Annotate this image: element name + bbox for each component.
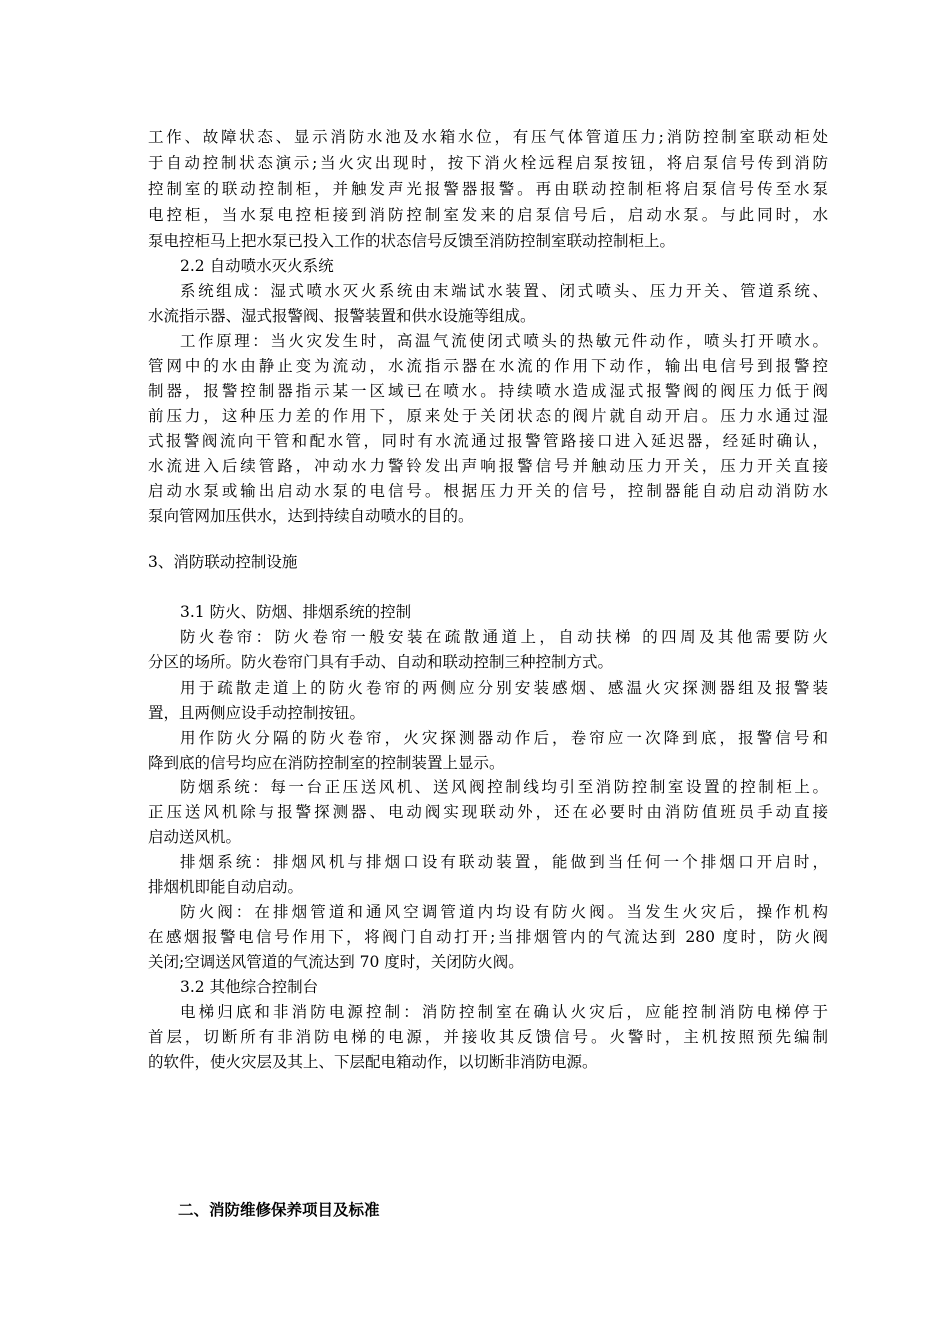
paragraph-line: 工作、故障状态、显示消防水池及水箱水位，有压气体管道压力;消防控制室联动柜处 — [148, 128, 828, 146]
paragraph-line: 关闭;空调送风管道的气流达到 70 度时，关闭防火阀。 — [148, 953, 524, 971]
paragraph-line: 电梯归底和非消防电源控制：消防控制室在确认火灾后，应能控制消防电梯停于 — [180, 1003, 828, 1021]
paragraph-line: 首层，切断所有非消防电梯的电源，并接收其反馈信号。火警时，主机按照预先编制 — [148, 1028, 828, 1046]
paragraph-line: 电控柜，当水泵电控柜接到消防控制室发来的启泵信号后，启动水泵。与此同时，水 — [148, 206, 828, 224]
paragraph-line: 水流指示器、湿式报警阀、报警装置和供水设施等组成。 — [148, 307, 536, 325]
paragraph-line: 正压送风机除与报警探测器、电动阀实现联动外，还在必要时由消防值班员手动直接 — [148, 803, 828, 821]
paragraph-line: 水流进入后续管路，冲动水力警铃发出声响报警信号并触动压力开关，压力开关直接 — [148, 457, 828, 475]
section-heading-3-1: 3.1 防火、防烟、排烟系统的控制 — [180, 603, 412, 621]
chapter-heading-two: 二、消防维修保养项目及标准 — [178, 1200, 380, 1219]
section-heading-2-2: 2.2 自动喷水灭火系统 — [180, 257, 334, 275]
paragraph-line: 控制室的联动控制柜，并触发声光报警器报警。再由联动控制柜将启泵信号传至水泵 — [148, 180, 828, 198]
paragraph-line: 置，且两侧应设手动控制按钮。 — [148, 704, 366, 722]
paragraph-line: 启动送风机。 — [148, 828, 242, 846]
paragraph-line: 排烟机即能自动启动。 — [148, 878, 304, 896]
paragraph-line: 制器，报警控制器指示某一区域已在喷水。持续喷水造成湿式报警阀的阀压力低于阀 — [148, 382, 828, 400]
paragraph-line: 前压力，这种压力差的作用下，原来处于关闭状态的阀片就自动开启。压力水通过湿 — [148, 407, 828, 425]
paragraph-line: 泵向管网加压供水，达到持续自动喷水的目的。 — [148, 507, 474, 525]
paragraph-line: 泵电控柜马上把水泵已投入工作的状态信号反馈至消防控制室联动控制柜上。 — [148, 232, 676, 250]
paragraph-line: 启动水泵或输出启动水泵的电信号。根据压力开关的信号，控制器能自动启动消防水 — [148, 482, 828, 500]
paragraph-line: 在感烟报警电信号作用下，将阀门自动打开;当排烟管内的气流达到 280 度时，防火阀 — [148, 928, 828, 946]
paragraph-line: 防烟系统：每一台正压送风机、送风阀控制线均引至消防控制室设置的控制柜上。 — [180, 778, 828, 796]
paragraph-line: 式报警阀流向干管和配水管，同时有水流通过报警管路接口进入延迟器，经延时确认， — [148, 432, 828, 450]
paragraph-line: 降到底的信号均应在消防控制室的控制装置上显示。 — [148, 754, 505, 772]
paragraph-line: 用作防火分隔的防火卷帘，火灾探测器动作后，卷帘应一次降到底，报警信号和 — [180, 729, 828, 747]
paragraph-line: 排烟系统：排烟风机与排烟口设有联动装置，能做到当任何一个排烟口开启时， — [180, 853, 828, 871]
paragraph-line: 的软件，使火灾层及其上、下层配电箱动作，以切断非消防电源。 — [148, 1053, 598, 1071]
section-heading-3-2: 3.2 其他综合控制台 — [180, 978, 319, 996]
paragraph-line: 于自动控制状态演示;当火灾出现时，按下消火栓远程启泵按钮，将启泵信号传到消防 — [148, 154, 828, 172]
paragraph-line: 工作原理：当火灾发生时，高温气流使闭式喷头的热敏元件动作，喷头打开喷水。 — [180, 332, 828, 350]
paragraph-line: 防火阀：在排烟管道和通风空调管道内均设有防火阀。当发生火灾后，操作机构 — [180, 903, 828, 921]
paragraph-line: 系统组成：湿式喷水灭火系统由末端试水装置、闭式喷头、压力开关、管道系统、 — [180, 282, 828, 300]
paragraph-line: 管网中的水由静止变为流动，水流指示器在水流的作用下动作，输出电信号到报警控 — [148, 357, 828, 375]
paragraph-line: 用于疏散走道上的防火卷帘的两侧应分别安装感烟、感温火灾探测器组及报警装 — [180, 679, 828, 697]
paragraph-line: 分区的场所。防火卷帘门具有手动、自动和联动控制三种控制方式。 — [148, 653, 614, 671]
section-heading-3: 3、消防联动控制设施 — [148, 553, 298, 571]
paragraph-line: 防火卷帘：防火卷帘一般安装在疏散通道上，自动扶梯 的四周及其他需要防火 — [180, 628, 828, 646]
